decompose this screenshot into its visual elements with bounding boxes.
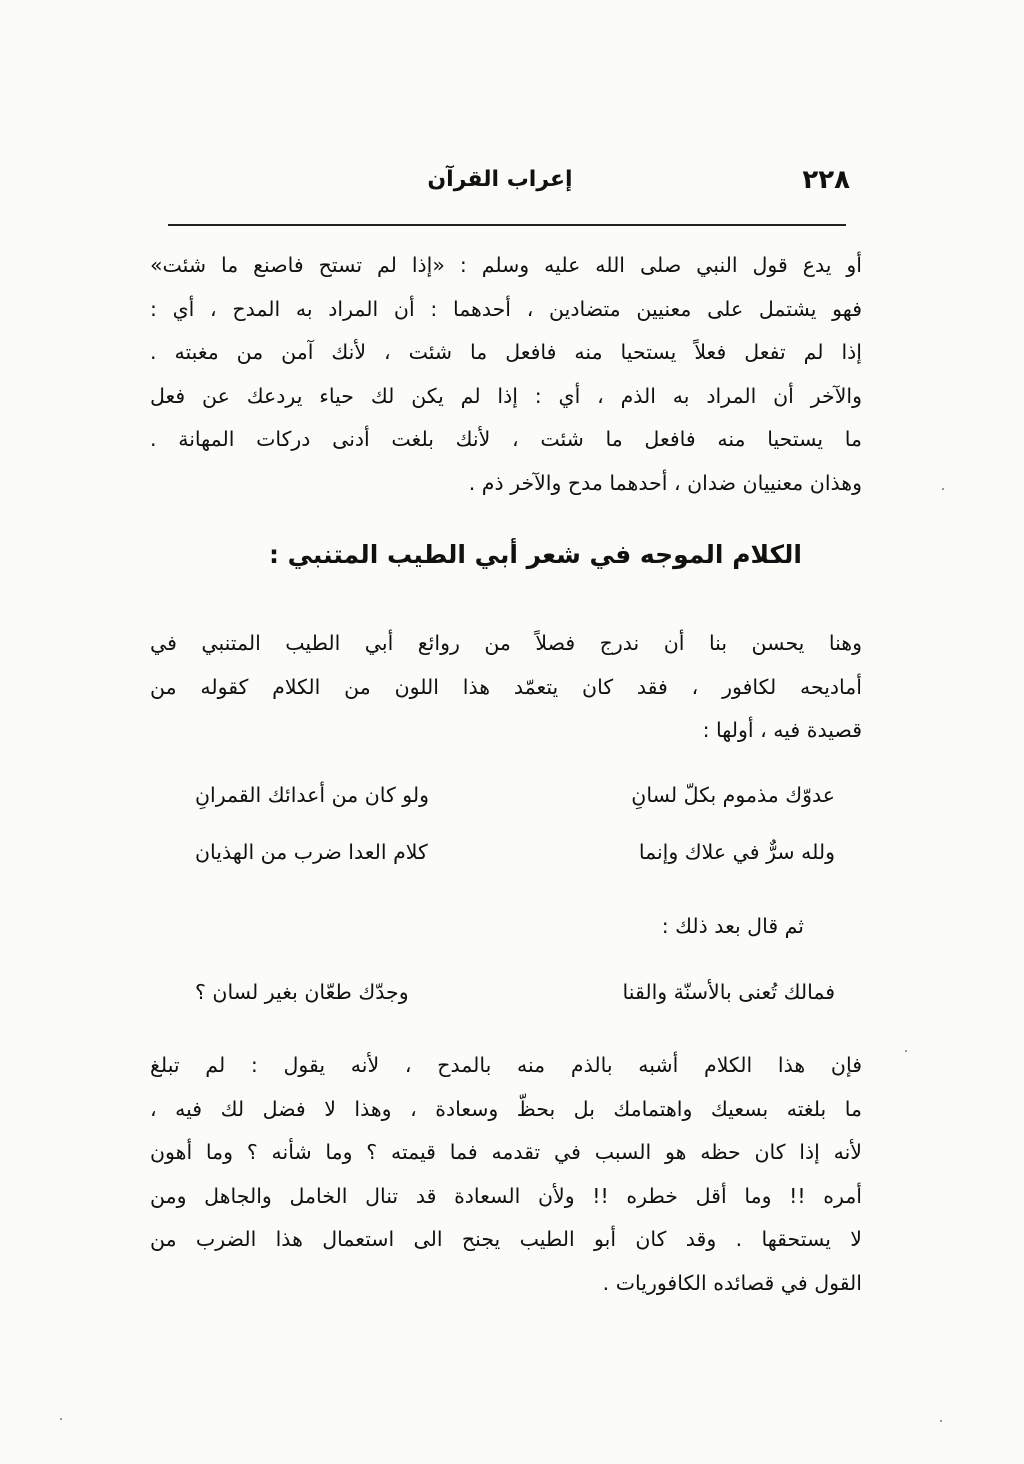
verse-second-hemistich: ولو كان من أعدائك القمرانِ xyxy=(195,783,430,807)
text-line: وهذان معنييان ضدان ، أحدهما مدح والآخر ذم . xyxy=(468,470,862,495)
scan-speck xyxy=(905,1050,907,1052)
scan-speck xyxy=(940,1420,942,1422)
text-line: لا يستحقها . وقد كان أبو الطيب يجنح الى استعمال هذا الضرب من xyxy=(150,1227,862,1252)
text-line: ما يستحيا منه فافعل ما شئت ، لأنك بلغت أدنى دركات المهانة . xyxy=(150,427,862,452)
paragraph-2 xyxy=(150,622,862,753)
text-line: فإن هذا الكلام أشبه بالذم منه بالمدح ، لأنه يقول : لم تبلغ xyxy=(150,1053,862,1077)
header-rule xyxy=(168,224,846,226)
text-line: قصيدة فيه ، أولها : xyxy=(702,718,862,743)
paragraph-3 xyxy=(150,1044,862,1306)
verse-second-hemistich: كلام العدا ضرب من الهذيان xyxy=(195,840,428,864)
text-line: أماديحه لكافور ، فقد كان يتعمّد هذا اللون من الكلام كقوله من xyxy=(150,674,862,699)
verse-line-3 xyxy=(195,972,835,1012)
running-title: إعراب القرآن xyxy=(427,167,573,192)
verse-second-hemistich: وجدّك طعّان بغير لسان ؟ xyxy=(195,980,409,1004)
text-line: لأنه إذا كان حظه هو السبب في تقدمه فما قيمته ؟ وما شأنه ؟ وما أهون xyxy=(150,1140,862,1165)
scan-speck xyxy=(60,1418,62,1420)
text-line: فهو يشتمل على معنيين متضادين ، أحدهما : أن المراد به المدح ، أي : xyxy=(150,296,862,321)
verse-first-hemistich: فمالك تُعنى بالأسنّة والقنا xyxy=(622,980,835,1004)
scan-speck xyxy=(942,488,944,490)
text-line: وهنا يحسن بنا أن ندرج فصلاً من روائع أبي الطيب المتنبي في xyxy=(150,631,862,655)
verse-line-2 xyxy=(195,832,835,872)
transition-line: ثم قال بعد ذلك : xyxy=(661,914,804,938)
text-line: ما بلغته بسعيك واهتمامك بل بحظّ وسعادة ، وهذا لا فضل لك فيه ، xyxy=(150,1096,862,1121)
page-number: ٢٢٨ xyxy=(802,165,850,195)
text-line: إذا لم تفعل فعلاً يستحيا منه فافعل ما شئت ، لأنك آمن من مغبته . xyxy=(150,340,862,365)
verse-first-hemistich: ولله سرٌّ في علاك وإنما xyxy=(638,840,835,864)
paragraph-1 xyxy=(150,244,862,506)
text-line: أمره !! وما أقل خطره !! ولأن السعادة قد تنال الخامل والجاهل ومن xyxy=(150,1183,862,1208)
verse-line-1 xyxy=(195,775,835,815)
text-line: القول في قصائده الكافوريات . xyxy=(602,1270,862,1295)
text-line: أو يدع قول النبي صلى الله عليه وسلم : «إذا لم تستح فاصنع ما شئت» xyxy=(150,253,862,277)
verse-first-hemistich: عدوّك مذموم بكلّ لسانِ xyxy=(631,783,835,807)
section-heading: الكلام الموجه في شعر أبي الطيب المتنبي : xyxy=(268,540,802,569)
text-line: والآخر أن المراد به الذم ، أي : إذا لم يكن لك حياء يردعك عن فعل xyxy=(150,383,862,408)
page-header xyxy=(150,165,850,205)
